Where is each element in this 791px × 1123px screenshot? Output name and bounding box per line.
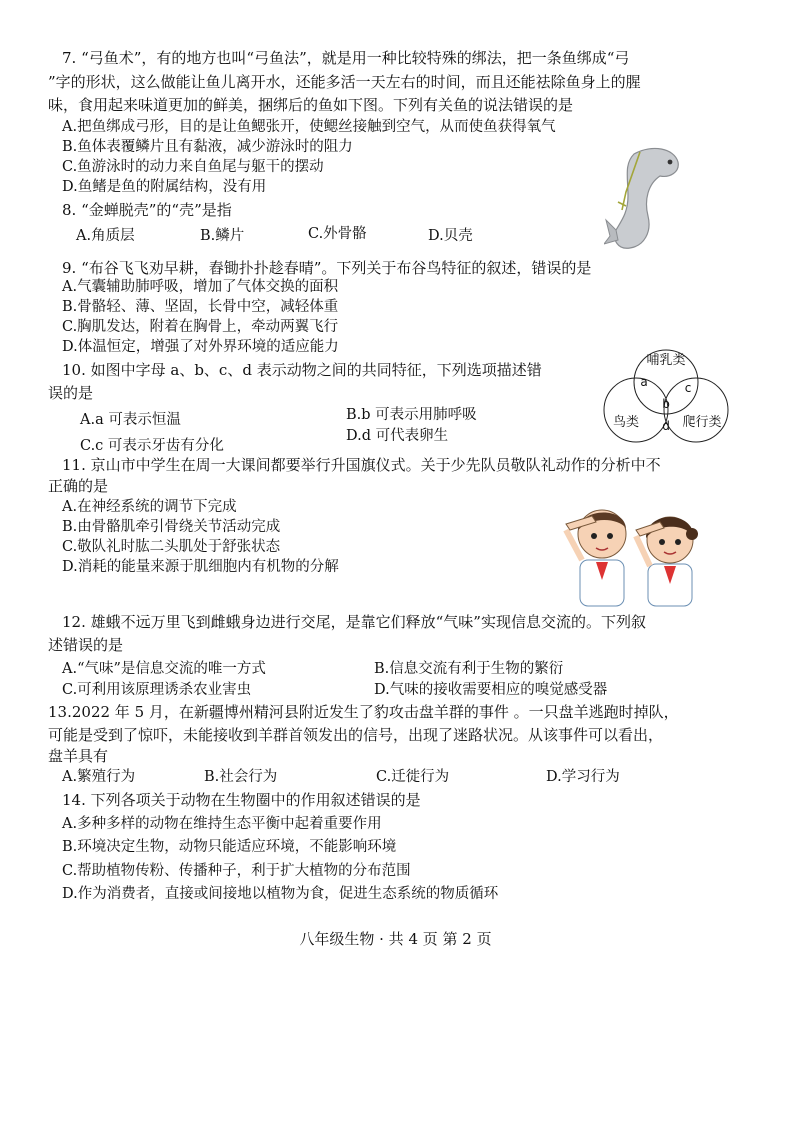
venn-letter-c: c	[684, 381, 692, 395]
venn-circle-bird	[604, 378, 668, 442]
venn-label-mammal: 哺乳类	[646, 353, 686, 368]
q10-stem-line2: 误的是	[48, 384, 94, 402]
q10-stem-line1: 10. 如图中字母 a、b、c、d 表示动物之间的共同特征，下列选项描述错	[62, 361, 542, 379]
q8-option-a: A.角质层	[76, 228, 135, 244]
bow-fish-illustration	[604, 140, 684, 252]
q7-option-b: B.鱼体表覆鳞片且有黏液，减少游泳时的阻力	[62, 139, 353, 155]
q9-option-c: C.胸肌发达，附着在胸骨上，牵动两翼飞行	[62, 319, 339, 335]
q8-option-b: B.鳞片	[200, 228, 245, 244]
q12-option-c: C.可利用该原理诱杀农业害虫	[62, 682, 252, 698]
q14-stem: 14. 下列各项关于动物在生物圈中的作用叙述错误的是	[62, 791, 421, 809]
q11-option-a: A.在神经系统的调节下完成	[62, 499, 237, 515]
venn-label-reptile: 爬行类	[682, 415, 722, 430]
venn-diagram	[600, 346, 732, 446]
q10-option-a: A.a 可表示恒温	[80, 412, 181, 428]
q7-option-d: D.鱼鳍是鱼的附属结构，没有用	[62, 179, 267, 195]
q13-option-a: A.繁殖行为	[62, 769, 136, 785]
q13-stem-line1: 13.2022 年 5 月，在新疆博州精河县附近发生了豹攻击盘羊群的事件 。一只盘羊逃跑时掉队，	[48, 703, 679, 721]
q14-option-b: B.环境决定生物，动物只能适应环境，不能影响环境	[62, 839, 397, 855]
q9-stem: 9. “布谷飞飞劝早耕，舂锄扑扑趁春晴”。下列关于布谷鸟特征的叙述，错误的是	[62, 259, 592, 277]
q8-option-c: C.外骨骼	[308, 226, 367, 242]
q11-option-b: B.由骨骼肌牵引骨绕关节活动完成	[62, 519, 281, 535]
q10-option-d: D.d 可代表卵生	[346, 428, 449, 444]
q7-stem-line2: ”字的形状，这么做能让鱼儿离开水，还能多活一天左右的时间，而且还能祛除鱼身上的腥	[48, 73, 641, 91]
venn-circle-reptile	[664, 378, 728, 442]
q11-stem-line1: 11. 京山市中学生在周一大课间都要举行升国旗仪式。关于少先队员敬队礼动作的分析中不	[62, 456, 661, 474]
venn-label-bird: 鸟类	[612, 415, 640, 430]
q14-option-d: D.作为消费者，直接或间接地以植物为食，促进生态系统的物质循环	[62, 886, 499, 902]
q7-option-c: C.鱼游泳时的动力来自鱼尾与躯干的摆动	[62, 159, 324, 175]
q13-stem-line3: 盘羊具有	[48, 747, 109, 765]
q11-option-d: D.消耗的能量来源于肌细胞内有机物的分解	[62, 559, 339, 575]
q13-option-d: D.学习行为	[546, 769, 620, 785]
q12-stem-line1: 12. 雄蛾不远万里飞到雌蛾身边进行交尾，是靠它们释放“气味”实现信息交流的。下列叙	[62, 613, 646, 631]
q7-stem-line1: 7. “弓鱼术”，有的地方也叫“弓鱼法”，就是用一种比较特殊的绑法，把一条鱼绑成“弓	[62, 49, 630, 67]
venn-letter-d: d	[662, 419, 670, 433]
q10-option-b: B.b 可表示用肺呼吸	[346, 407, 477, 423]
q7-option-a: A.把鱼绑成弓形，目的是让鱼鳃张开，使鳃丝接触到空气，从而使鱼获得氧气	[62, 119, 556, 135]
q8-option-d: D.贝壳	[428, 228, 473, 244]
q10-option-c: C.c 可表示牙齿有分化	[80, 438, 224, 454]
venn-letter-a: a	[640, 375, 648, 389]
page-footer: 八年级生物 · 共 4 页 第 2 页	[299, 930, 492, 948]
q14-option-c: C.帮助植物传粉、传播种子，利于扩大植物的分布范围	[62, 863, 411, 879]
pioneers-salute-illustration	[562, 490, 708, 608]
q11-stem-line2: 正确的是	[48, 477, 109, 495]
q13-option-b: B.社会行为	[204, 769, 278, 785]
venn-letter-b: b	[662, 397, 670, 411]
q12-option-a: A.“气味”是信息交流的唯一方式	[62, 661, 266, 677]
q12-option-b: B.信息交流有利于生物的繁衍	[374, 661, 564, 677]
q11-option-c: C.敬队礼时肱二头肌处于舒张状态	[62, 539, 281, 555]
q13-option-c: C.迁徙行为	[376, 769, 450, 785]
q8-stem: 8. “金蝉脱壳”的“壳”是指	[62, 201, 232, 219]
q13-stem-line2: 可能是受到了惊吓，未能接收到羊群首领发出的信号，出现了迷路状况。从该事件可以看出，	[48, 726, 664, 744]
q9-option-d: D.体温恒定，增强了对外界环境的适应能力	[62, 339, 339, 355]
q14-option-a: A.多种多样的动物在维持生态平衡中起着重要作用	[62, 816, 382, 832]
q12-stem-line2: 述错误的是	[48, 636, 124, 654]
q9-option-a: A.气囊辅助肺呼吸，增加了气体交换的面积	[62, 279, 339, 295]
q12-option-d: D.气味的接收需要相应的嗅觉感受器	[374, 682, 608, 698]
q7-stem-line3: 味，食用起来味道更加的鲜美，捆绑后的鱼如下图。下列有关鱼的说法错误的是	[48, 96, 574, 114]
q9-option-b: B.骨骼轻、薄、坚固，长骨中空，减轻体重	[62, 299, 339, 315]
